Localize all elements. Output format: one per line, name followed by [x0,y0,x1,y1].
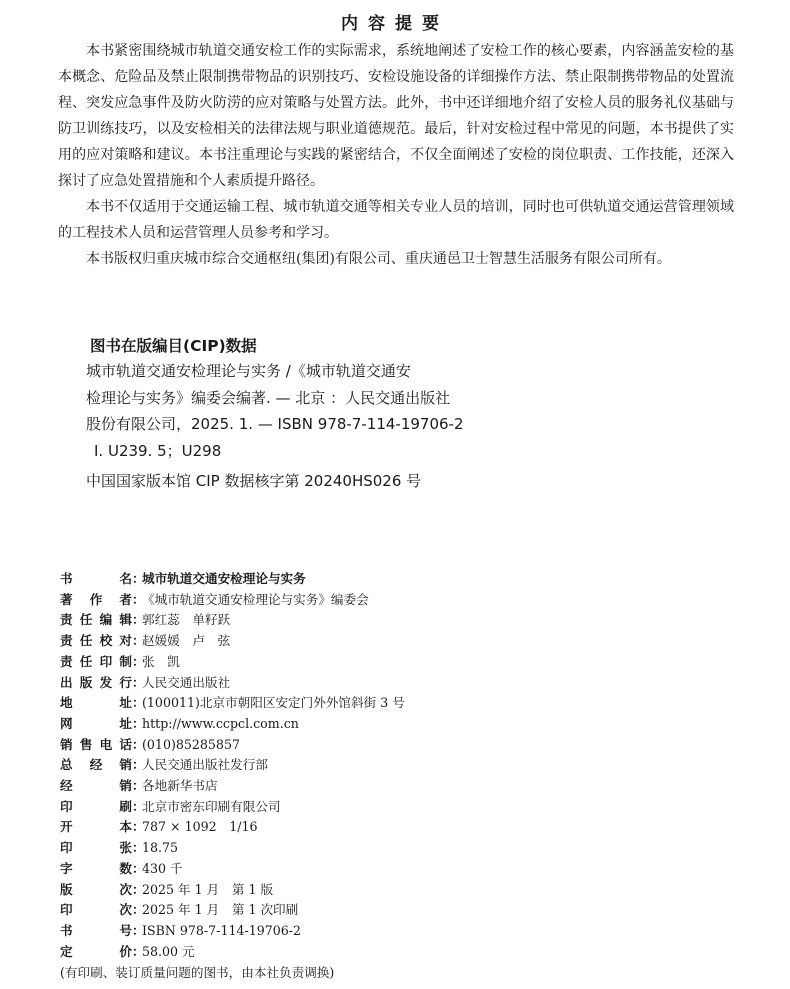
summary-paragraph: 本书不仅适用于交通运输工程、城市轨道交通等相关专业人员的培训，同时也可供轨道交通运营管理领域的工程技术人员和运营管理人员参考和学习。 [58,199,734,241]
detail-colon: ： [132,757,145,773]
detail-label: 书名 [60,571,132,586]
detail-row [60,838,405,859]
detail-value: 郭红蕊 单籽跃 [142,612,231,628]
detail-row [60,755,405,776]
detail-value: ISBN 978-7-114-19706-2 [142,922,302,938]
detail-row [60,673,405,694]
detail-colon: ： [132,653,145,669]
detail-value: 430 千 [142,860,183,876]
cip-record [86,358,476,495]
detail-row [60,921,405,942]
detail-colon: ： [132,715,145,731]
detail-row [60,569,405,590]
detail-row [60,693,405,714]
detail-row [60,817,405,838]
summary-paragraph: 本书紧密围绕城市轨道交通安检工作的实际需求，系统地阐述了安检工作的核心要素，内容涵盖安检的基本概念、危险品及禁止限制携带物品的识别技巧、安检设施设备的详细操作方法、禁止限制携带物品的处置流程、突发应急事件及防火防涝的应对策略与处置方法。此外，书中还详细地介绍了安检人员的服务礼仪基础与防卫训练技巧，以及安检相关的法律法规与职业道德规范。最后，针对安检过程中常见的问题，本书提供了实用的应对策略和建议。本书注重理论与实践的紧密结合，不仅全面阐述了安检的岗位职责、工作技能，还深入探讨了应急处置措施和个人素质提升路径。 [58,43,734,189]
detail-colon: ： [132,695,145,711]
detail-label: 开本 [60,819,132,835]
detail-colon: ： [132,571,145,586]
detail-colon: ： [132,819,145,835]
detail-value: 各地新华书店 [142,778,218,794]
detail-value: 城市轨道交通安检理论与实务 [142,571,306,586]
detail-colon: ： [132,798,145,814]
detail-colon: ： [132,922,145,938]
detail-label: 定价 [60,943,132,959]
detail-value: 《城市轨道交通安检理论与实务》编委会 [142,591,369,607]
cip-cn-record: 中国国家版本馆 CIP 数据核字第 20240HS026 号 [86,472,422,490]
detail-label: 出版发行 [60,674,132,690]
detail-row [60,652,405,673]
detail-colon: ： [132,674,145,690]
detail-value: 18.75 [142,840,179,856]
cip-line: 股份有限公司，2025. 1. — ISBN 978-7-114-19706-2 [86,415,464,433]
summary-paragraph: 本书版权归重庆城市综合交通枢纽(集团)有限公司、重庆通邑卫士智慧生活服务有限公司所有。 [86,251,671,267]
detail-label: 责任印制 [60,653,132,669]
detail-colon: ： [132,778,145,794]
detail-label: 销售电话 [60,736,132,752]
detail-label: 印次 [60,902,132,918]
cip-line: 城市轨道交通安检理论与实务 /《城市轨道交通安 [86,362,411,380]
detail-row [60,776,405,797]
detail-value: 人民交通出版社发行部 [142,757,268,773]
detail-row [60,880,405,901]
detail-colon: ： [132,902,145,918]
detail-row [60,590,405,611]
detail-colon: ： [132,612,145,628]
detail-value: 2025 年 1 月 第 1 版 [142,881,274,897]
cip-line: Ⅰ. U239. 5；U298 [94,441,222,460]
detail-row [60,942,405,963]
detail-value: 2025 年 1 月 第 1 次印刷 [142,902,299,918]
detail-row [60,900,405,921]
quality-note: (有印刷、装订质量问题的图书，由本社负责调换) [60,965,335,981]
detail-label: 网址 [60,715,132,731]
detail-label: 责任编辑 [60,612,132,628]
detail-label: 总经销 [60,757,132,773]
detail-value: http://www.ccpcl.com.cn [142,715,299,731]
detail-row [60,735,405,756]
detail-label: 地址 [60,695,132,711]
detail-colon: ： [132,840,145,856]
cip-line: 检理论与实务》编委会编著. — 北京 ：人民交通出版社 [86,388,451,407]
detail-value: 北京市密东印刷有限公司 [142,798,281,814]
detail-label: 字数 [60,860,132,876]
detail-label: 印刷 [60,798,132,814]
detail-colon: ： [132,860,145,876]
detail-colon: ： [132,633,145,649]
detail-row [60,714,405,735]
detail-value: 赵媛媛 卢 弦 [142,633,231,649]
detail-row [60,859,405,880]
detail-colon: ： [132,591,145,607]
detail-value: (100011)北京市朝阳区安定门外外馆斜街 3 号 [142,695,405,711]
detail-label: 经销 [60,778,132,794]
detail-label: 书号 [60,922,132,938]
detail-value: (010)85285857 [142,736,240,752]
summary-title: 内容提要 [341,14,449,34]
detail-label: 印张 [60,840,132,856]
detail-value: 58.00 元 [142,943,195,959]
detail-value: 人民交通出版社 [142,674,231,690]
detail-label: 责任校对 [60,633,132,649]
detail-value: 张 凯 [142,653,180,669]
detail-row [60,631,405,652]
detail-colon: ： [132,943,145,959]
detail-value: 787 × 1092 1/16 [142,819,258,835]
detail-row [60,610,405,631]
summary-section [58,38,734,272]
detail-row [60,797,405,818]
detail-colon: ： [132,881,145,897]
detail-colon: ： [132,736,145,752]
detail-label: 版次 [60,881,132,897]
cip-heading: 图书在版编目(CIP)数据 [90,337,257,355]
publication-details [60,569,405,984]
detail-label: 著作者 [60,591,132,607]
